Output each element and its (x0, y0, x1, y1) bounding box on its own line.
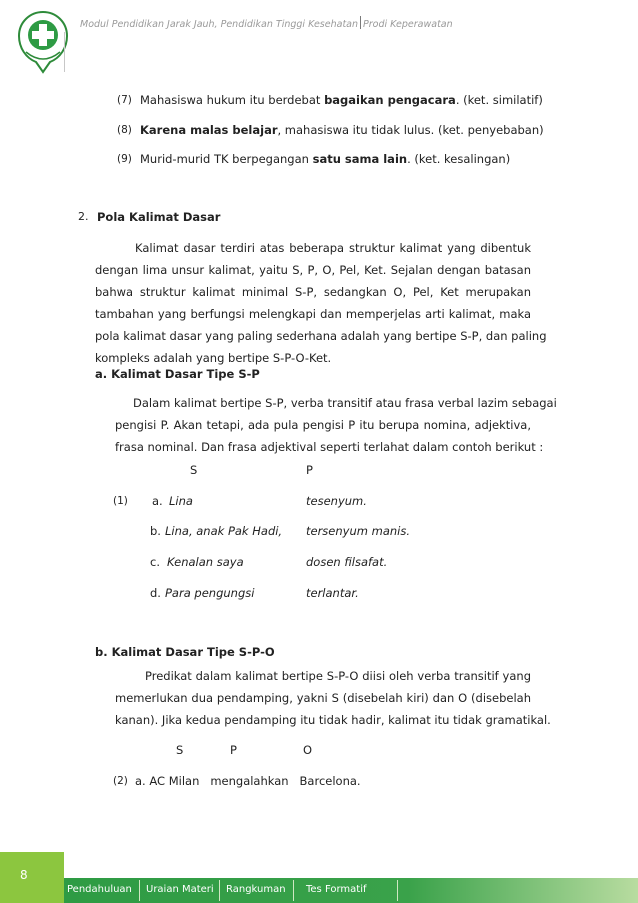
nav-divider (293, 880, 294, 901)
paragraph-line: pengisi P. Akan tetapi, ada pula pengisi P itu berupa nomina, adjektiva, (115, 418, 531, 432)
paragraph-line: Dalam kalimat bertipe S-P, verba transitif atau frasa verbal lazim sebagai (133, 396, 557, 410)
paragraph-line: Predikat dalam kalimat bertipe S-P-O diisi oleh verba transitif yang (145, 669, 531, 683)
paragraph-line: pola kalimat dasar yang paling sederhana adalah yang bertipe S-P, dan paling (95, 329, 547, 343)
header-right-text: Prodi Keperawatan (363, 19, 453, 30)
example-text: Mahasiswa hukum itu berdebat (140, 93, 325, 107)
paragraph-line: kanan). Jika kedua pendamping itu tidak hadir, kalimat itu tidak gramatikal. (115, 713, 551, 727)
example-text: , mahasiswa itu tidak lulus. (ket. penyebaban) (277, 123, 544, 137)
section-title: Pola Kalimat Dasar (97, 210, 221, 224)
example-text: Murid-murid TK berpegangan (140, 152, 313, 166)
paragraph-line: frasa nominal. Dan frasa adjektival seperti terlahat dalam contoh berikut : (115, 440, 544, 454)
paragraph-line: bahwa struktur kalimat minimal S-P, sedangkan O, Pel, Ket merupakan (95, 285, 531, 299)
row-subject: Para pengungsi (165, 586, 255, 600)
example-number: (8) (117, 124, 132, 136)
row-subject: Kenalan saya (167, 555, 244, 569)
header-title (80, 16, 453, 30)
column-p-label: P (306, 463, 313, 477)
row-label: d. (150, 586, 161, 600)
nav-divider (139, 880, 140, 901)
example-text: . (ket. kesalingan) (407, 152, 511, 166)
header-left-text: Modul Pendidikan Jarak Jauh, Pendidikan Tinggi Kesehatan (80, 19, 359, 30)
paragraph-line: memerlukan dua pendamping, yakni S (disebelah kiri) dan O (disebelah (115, 691, 531, 705)
column-s-label: S (176, 743, 184, 757)
row-label: b. (150, 524, 161, 538)
row-subject: Lina (169, 494, 193, 508)
example-sentence (140, 152, 510, 166)
column-o-label: O (303, 743, 313, 757)
nav-tes-formatif[interactable]: Tes Formatif (306, 884, 367, 895)
paragraph-line: tambahan yang berfungsi melengkapi dan memperjelas arti kalimat, maka (95, 307, 531, 321)
subsection-paragraph (115, 665, 551, 731)
header-divider (64, 32, 65, 72)
subsection-title: b. Kalimat Dasar Tipe S-P-O (95, 645, 275, 659)
nav-rangkuman[interactable]: Rangkuman (226, 884, 286, 895)
column-s-label: S (190, 463, 198, 477)
example-bold: Karena malas belajar (140, 123, 278, 137)
row-predicate: terlantar. (306, 586, 359, 600)
column-p-label: P (230, 743, 237, 757)
page-number: 8 (20, 868, 28, 882)
nav-divider (397, 880, 398, 901)
example-number: (9) (117, 153, 132, 165)
paragraph-line: kompleks adalah yang bertipe S-P-O-Ket. (95, 351, 332, 365)
row-predicate: tersenyum manis. (306, 524, 410, 538)
row-predicate: tesenyum. (306, 494, 367, 508)
subsection-title: a. Kalimat Dasar Tipe S-P (95, 367, 260, 381)
row-label: c. (150, 555, 160, 569)
section-paragraph (95, 237, 547, 369)
example-number: (2) (113, 775, 128, 787)
nav-pendahuluan[interactable]: Pendahuluan (67, 884, 132, 895)
nav-uraian-materi[interactable]: Uraian Materi (146, 884, 214, 895)
example-sentence (140, 93, 543, 107)
example-number: (7) (117, 94, 132, 106)
example-bold: satu sama lain (312, 152, 408, 166)
row-label: a. (152, 494, 163, 508)
header-separator (360, 16, 361, 29)
section-number: 2. (78, 210, 89, 223)
example-number: (1) (113, 495, 128, 507)
nav-divider (219, 880, 220, 901)
row-predicate: dosen filsafat. (306, 555, 388, 569)
example-sentence: a. AC Milan mengalahkan Barcelona. (135, 774, 361, 788)
example-bold: bagaikan pengacara (324, 93, 456, 107)
row-subject: Lina, anak Pak Hadi, (165, 524, 283, 538)
example-sentence (140, 123, 544, 137)
subsection-paragraph (115, 392, 557, 458)
paragraph-line: Kalimat dasar terdiri atas beberapa struktur kalimat yang dibentuk (135, 241, 531, 255)
example-text: . (ket. similatif) (455, 93, 543, 107)
paragraph-line: dengan lima unsur kalimat, yaitu S, P, O, Pel, Ket. Sejalan dengan batasan (95, 263, 531, 277)
